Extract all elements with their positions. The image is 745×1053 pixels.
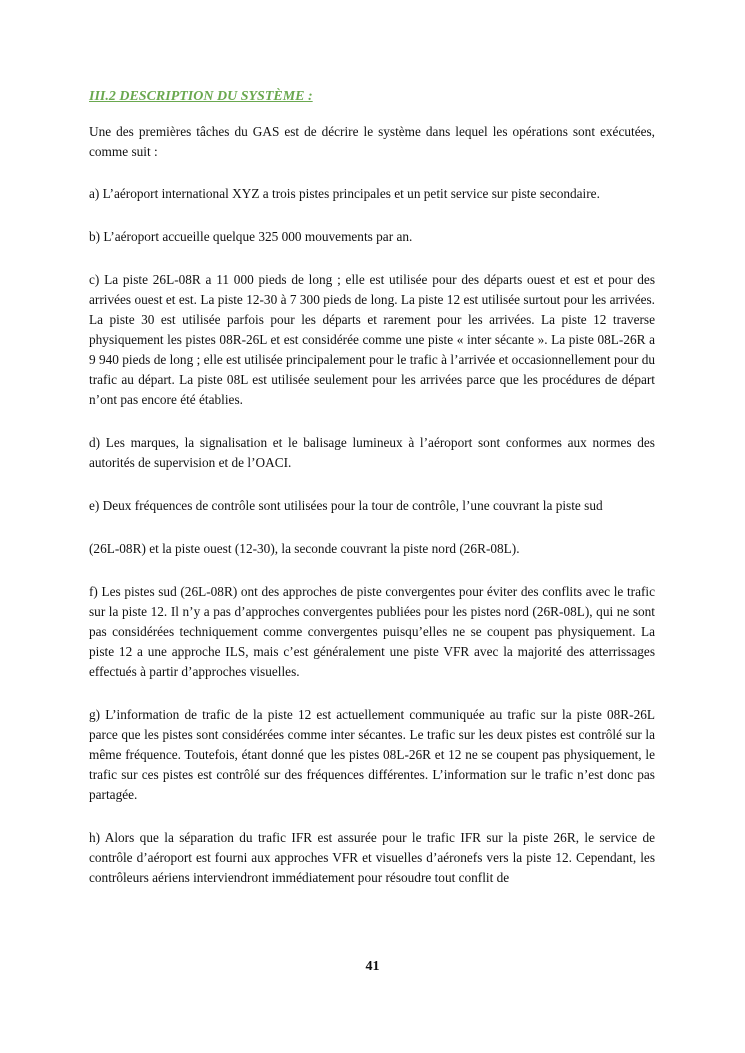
paragraph-e: e) Deux fréquences de contrôle sont utilisées pour la tour de contrôle, l’une couvrant la piste sud: [89, 498, 603, 513]
document-page: [89, 88, 655, 888]
paragraph-c: c) La piste 26L-08R a 11 000 pieds de long ; elle est utilisée pour des départs ouest et est et pour des arrivées ouest et est. La piste 12-30 à 7 300 pieds de long. La piste 12 est utilisée surtout pour les arrivées. La piste 30 est utilisée parfois pour les départs et rarement pour les arrivées. La piste 12 traverse physiquement les pistes 08R-26L et est considérée comme une piste « inter sécante ». La piste 08L-26R a 9 940 pieds de long ; elle est utilisée principalement pour le trafic à l’arrivée et occasionnellement pour du trafic au départ. La piste 08L est utilisée seulement pour les arrivées parce que les procédures de départ n’ont pas encore été établies.: [89, 272, 655, 407]
page-number: 41: [365, 959, 380, 974]
paragraph-a: a) L’aéroport international XYZ a trois pistes principales et un petit service sur piste secondaire.: [89, 186, 600, 201]
paragraph-h: h) Alors que la séparation du trafic IFR est assurée pour le trafic IFR sur la piste 26R, le service de contrôle d’aéroport est fourni aux approches VFR et visuelles d’aéronefs vers la piste 12. Cependant, les contrôleurs aériens interviendront immédiatement pour résoudre tout conflit de: [89, 830, 655, 885]
paragraph-b: b) L’aéroport accueille quelque 325 000 mouvements par an.: [89, 229, 413, 244]
paragraph-g: g) L’information de trafic de la piste 12 est actuellement communiquée au trafic sur la piste 08R-26L parce que les pistes sont considérées comme inter sécantes. Le trafic sur les deux pistes est contrôlé sur la même fréquence. Toutefois, étant donné que les pistes 08L-26R et 12 ne se coupent pas physiquement, le trafic sur ces pistes est contrôlé sur des fréquences différentes. L’information sur le trafic n’est donc pas partagée.: [89, 707, 655, 802]
paragraph-d: d) Les marques, la signalisation et le balisage lumineux à l’aéroport sont conformes aux normes des autorités de supervision et de l’OACI.: [89, 435, 655, 470]
intro-paragraph: Une des premières tâches du GAS est de décrire le système dans lequel les opérations sont exécutées, comme suit :: [89, 124, 655, 159]
section-heading: III.2 DESCRIPTION DU SYSTÈME :: [89, 89, 313, 104]
paragraph-e-continued: (26L-08R) et la piste ouest (12-30), la seconde couvrant la piste nord (26R-08L).: [89, 541, 520, 556]
paragraph-f: f) Les pistes sud (26L-08R) ont des approches de piste convergentes pour éviter des conflits avec le trafic sur la piste 12. Il n’y a pas d’approches convergentes publiées pour les pistes nord (26R-08L), qui ne sont pas considérées techniquement comme convergentes puisqu’elles ne se coupent pas physiquement. La piste 12 a une approche ILS, mais c’est généralement une piste VFR avec la majorité des atterrissages effectués à partir d’approches visuelles.: [89, 584, 655, 679]
